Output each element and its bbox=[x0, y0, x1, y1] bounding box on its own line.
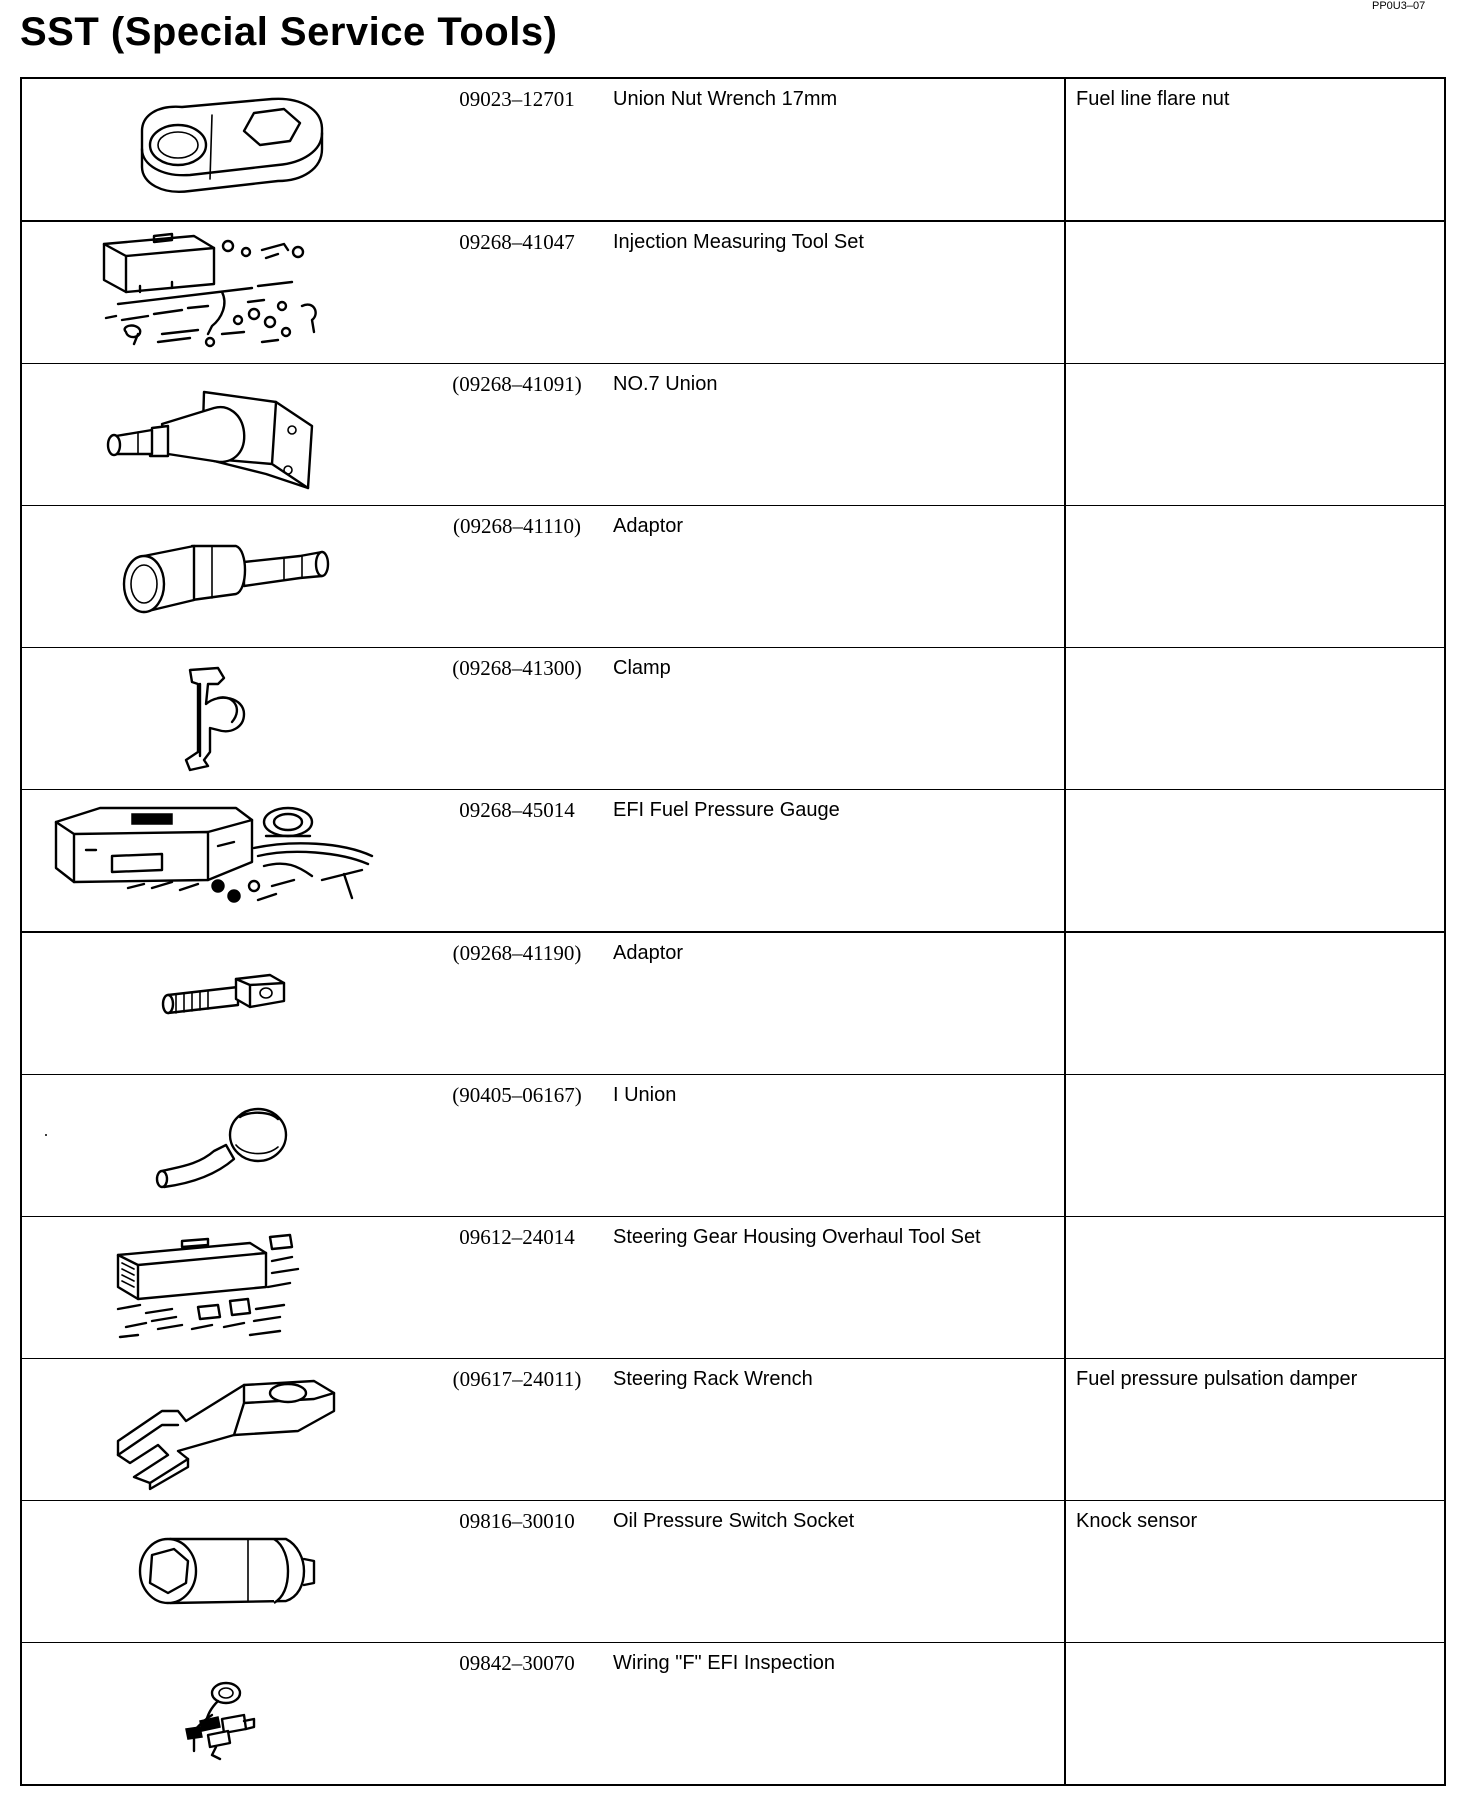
tool-name: Clamp bbox=[613, 657, 671, 679]
table-row bbox=[21, 790, 1445, 933]
table-row bbox=[21, 1359, 1445, 1501]
pressure-gauge-kit-icon bbox=[22, 790, 430, 931]
part-number: 09268–41047 bbox=[459, 230, 575, 254]
tool-set-case-icon bbox=[22, 222, 430, 363]
rack-wrench-icon bbox=[22, 1359, 430, 1500]
part-number: (09268–41190) bbox=[452, 941, 582, 965]
tool-name: Steering Gear Housing Overhaul Tool Set bbox=[613, 1226, 981, 1248]
tool-note: Knock sensor bbox=[1076, 1510, 1198, 1532]
tool-name: Adaptor bbox=[613, 515, 684, 537]
tool-note: Fuel line flare nut bbox=[1076, 88, 1230, 110]
page-title: SST (Special Service Tools) bbox=[20, 10, 558, 54]
tool-note bbox=[1066, 1217, 1444, 1222]
tool-name: Adaptor bbox=[613, 942, 684, 964]
table-row bbox=[21, 1501, 1445, 1643]
illustration-cell bbox=[21, 1217, 429, 1359]
part-number: 09023–12701 bbox=[459, 87, 575, 111]
table-row bbox=[21, 648, 1445, 790]
part-number: (09268–41110) bbox=[453, 514, 581, 538]
part-number: 09268–45014 bbox=[459, 798, 575, 822]
table-row bbox=[21, 1217, 1445, 1359]
tool-name: I Union bbox=[613, 1084, 677, 1106]
part-number: (90405–06167) bbox=[452, 1083, 582, 1107]
tool-note bbox=[1066, 790, 1444, 795]
tool-name: EFI Fuel Pressure Gauge bbox=[613, 799, 840, 821]
illustration-cell bbox=[21, 506, 429, 648]
part-number: 09612–24014 bbox=[459, 1225, 575, 1249]
illustration-cell bbox=[21, 648, 429, 790]
wiring-harness-icon bbox=[22, 1643, 430, 1784]
clamp-icon bbox=[22, 648, 430, 789]
tool-note bbox=[1066, 1643, 1444, 1648]
table-row bbox=[21, 364, 1445, 506]
tool-name: Oil Pressure Switch Socket bbox=[613, 1510, 855, 1532]
page-code: PP0U3–07 bbox=[1372, 0, 1426, 12]
illustration-cell bbox=[21, 1643, 429, 1786]
illustration-cell bbox=[21, 78, 429, 221]
tool-name: Union Nut Wrench 17mm bbox=[613, 88, 838, 110]
illustration-cell bbox=[21, 1075, 429, 1217]
i-union-icon bbox=[22, 1075, 430, 1216]
tool-name: NO.7 Union bbox=[613, 373, 718, 395]
part-number: (09268–41300) bbox=[452, 656, 582, 680]
table-row bbox=[21, 78, 1445, 221]
tool-note bbox=[1066, 648, 1444, 653]
adaptor-icon bbox=[22, 506, 430, 647]
illustration-cell bbox=[21, 932, 429, 1075]
part-number: 09842–30070 bbox=[459, 1651, 575, 1675]
table-row bbox=[21, 1643, 1445, 1786]
tool-note bbox=[1066, 506, 1444, 511]
bolt-adaptor-icon bbox=[22, 933, 430, 1074]
table-row bbox=[21, 506, 1445, 648]
illustration-cell bbox=[21, 1501, 429, 1643]
table-row bbox=[21, 932, 1445, 1075]
sst-table bbox=[20, 77, 1446, 1786]
part-number: 09816–30010 bbox=[459, 1509, 575, 1533]
tool-note bbox=[1066, 933, 1444, 938]
illustration-cell bbox=[21, 364, 429, 506]
illustration-cell bbox=[21, 1359, 429, 1501]
overhaul-tool-set-icon bbox=[22, 1217, 430, 1358]
tool-name: Steering Rack Wrench bbox=[613, 1368, 813, 1390]
union-nut-wrench-icon bbox=[22, 79, 430, 220]
tool-note bbox=[1066, 222, 1444, 227]
socket-icon bbox=[22, 1501, 430, 1642]
tool-note bbox=[1066, 1075, 1444, 1080]
tool-name: Wiring "F" EFI Inspection bbox=[613, 1652, 836, 1674]
tool-note bbox=[1066, 364, 1444, 369]
illustration-cell bbox=[21, 221, 429, 364]
part-number: (09268–41091) bbox=[452, 372, 582, 396]
table-row bbox=[21, 1075, 1445, 1217]
tool-name: Injection Measuring Tool Set bbox=[613, 231, 864, 253]
illustration-cell bbox=[21, 790, 429, 933]
union-fitting-icon bbox=[22, 364, 430, 505]
tool-note: Fuel pressure pulsation damper bbox=[1076, 1368, 1358, 1390]
part-number: (09617–24011) bbox=[452, 1367, 582, 1391]
table-row bbox=[21, 221, 1445, 364]
